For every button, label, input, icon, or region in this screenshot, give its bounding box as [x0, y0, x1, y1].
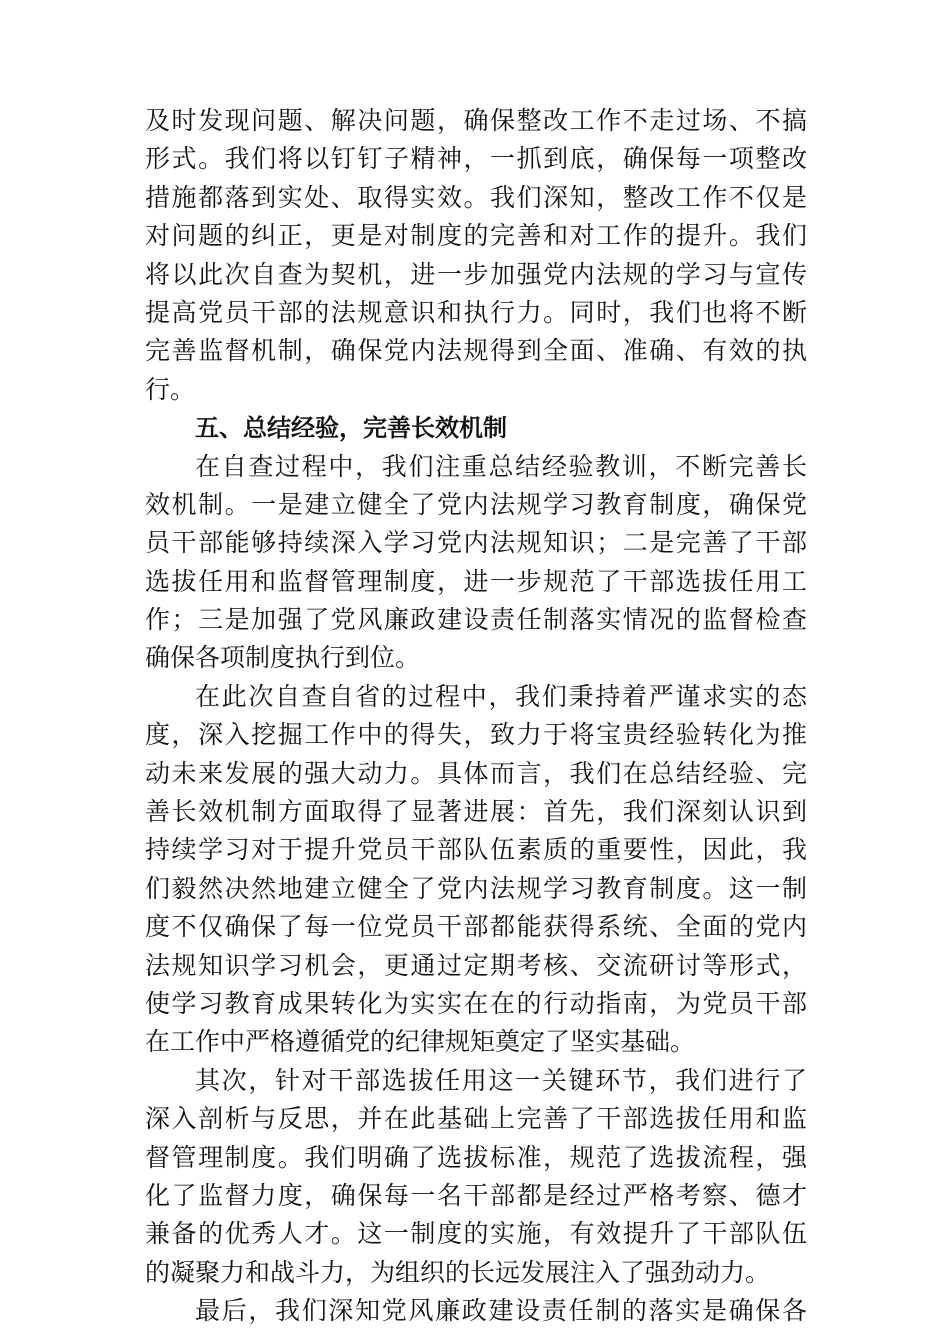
- text-line: 们毅然决然地建立健全了党内法规学习教育制度。这一制: [145, 873, 807, 903]
- paragraph-self-inspection: [145, 678, 807, 1062]
- text-line: 度，深入挖掘工作中的得失，致力于将宝贵经验转化为推: [145, 720, 807, 750]
- text-line: 将以此次自查为契机，进一步加强党内法规的学习与宣传: [145, 259, 807, 289]
- text-line: 督管理制度。我们明确了选拔标准，规范了选拔流程，强: [145, 1142, 807, 1172]
- text-line: 化了监督力度，确保每一名干部都是经过严格考察、德才: [145, 1180, 807, 1210]
- text-line: 深入剖析与反思，并在此基础上完善了干部选拔任用和监: [145, 1104, 807, 1134]
- text-line: 及时发现问题、解决问题，确保整改工作不走过场、不搞: [145, 106, 807, 135]
- text-line: 提高党员干部的法规意识和执行力。同时，我们也将不断: [145, 297, 807, 327]
- text-line: 度不仅确保了每一位党员干部都能获得系统、全面的党内: [145, 912, 807, 942]
- text-line: 最后，我们深知党风廉政建设责任制的落实是确保各: [195, 1296, 807, 1326]
- text-line: 法规知识学习机会，更通过定期考核、交流研讨等形式，: [145, 950, 807, 980]
- text-line: 其次，针对干部选拔任用这一关键环节，我们进行了: [195, 1065, 807, 1095]
- text-line: 作；三是加强了党风廉政建设责任制落实情况的监督检查: [145, 605, 807, 635]
- document-body: [145, 102, 807, 1331]
- text-line: 使学习教育成果转化为实实在在的行动指南，为党员干部: [145, 988, 807, 1018]
- text-line: 对问题的纠正，更是对制度的完善和对工作的提升。我们: [145, 221, 807, 251]
- text-line: 善长效机制方面取得了显著进展：首先，我们深刻认识到: [145, 797, 807, 827]
- text-line: 在自查过程中，我们注重总结经验教训，不断完善长: [195, 451, 807, 481]
- text-line: 在工作中严格遵循党的纪律规矩奠定了坚实基础。: [145, 1027, 696, 1057]
- section-heading: 五、总结经验，完善长效机制: [195, 414, 507, 443]
- text-line: 完善监督机制，确保党内法规得到全面、准确、有效的执: [145, 336, 807, 366]
- text-line: 动未来发展的强大动力。具体而言，我们在总结经验、完: [145, 758, 807, 788]
- text-line: 确保各项制度执行到位。: [145, 643, 421, 673]
- text-line: 效机制。一是建立健全了党内法规学习教育制度，确保党: [145, 489, 807, 519]
- text-line: 兼备的优秀人才。这一制度的实施，有效提升了干部队伍: [145, 1219, 807, 1249]
- text-line: 选拔任用和监督管理制度，进一步规范了干部选拔任用工: [145, 566, 807, 596]
- paragraph-integrity-responsibility: [145, 1292, 807, 1330]
- text-line: 行。: [145, 374, 196, 404]
- paragraph-rectification: [145, 102, 807, 409]
- paragraph-mechanism-summary: [145, 448, 807, 678]
- paragraph-cadre-selection: [145, 1062, 807, 1292]
- text-line: 员干部能够持续深入学习党内法规知识；二是完善了干部: [145, 528, 807, 558]
- text-line: 持续学习对于提升党员干部队伍素质的重要性，因此，我: [145, 835, 807, 865]
- text-line: 形式。我们将以钉钉子精神，一抓到底，确保每一项整改: [145, 144, 807, 174]
- text-line: 在此次自查自省的过程中，我们秉持着严谨求实的态: [195, 681, 807, 711]
- text-line: 的凝聚力和战斗力，为组织的长远发展注入了强劲动力。: [145, 1257, 771, 1287]
- text-line: 措施都落到实处、取得实效。我们深知，整改工作不仅是: [145, 182, 807, 212]
